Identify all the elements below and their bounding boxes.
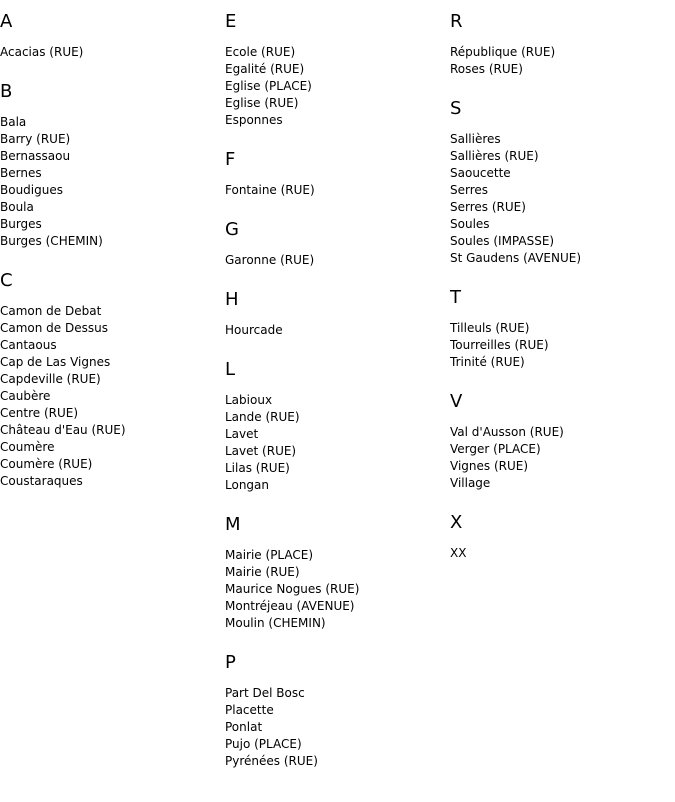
street-link[interactable]: Tourreilles (RUE) [450, 338, 549, 352]
street-link[interactable]: Montréjeau (AVENUE) [225, 599, 355, 613]
index-column-3 [450, 11, 665, 582]
section-letter-heading: G [225, 219, 239, 240]
street-link[interactable]: Cap de Las Vignes [0, 355, 111, 369]
street-list [225, 392, 440, 494]
street-link[interactable]: Saoucette [450, 166, 511, 180]
street-list [450, 44, 665, 78]
street-link[interactable]: Longan [225, 478, 269, 492]
street-link[interactable]: Château d'Eau (RUE) [0, 423, 126, 437]
street-link[interactable]: Soules [450, 217, 490, 231]
index-column-1 [0, 11, 215, 510]
section-letter-heading: P [225, 652, 236, 673]
street-link[interactable]: Centre (RUE) [0, 406, 79, 420]
letter-section-h [225, 289, 440, 339]
street-link[interactable]: Bala [0, 115, 27, 129]
street-link[interactable]: Esponnes [225, 113, 283, 127]
section-letter-heading: M [225, 514, 241, 535]
letter-section-f [225, 149, 440, 199]
street-link[interactable]: Bernassaou [0, 149, 71, 163]
letter-section-m [225, 514, 440, 632]
section-letter-heading: F [225, 149, 236, 170]
street-link[interactable]: Caubère [0, 389, 51, 403]
section-letter-heading: B [0, 81, 13, 102]
letter-section-l [225, 359, 440, 494]
street-link[interactable]: Trinité (RUE) [450, 355, 525, 369]
street-link[interactable]: Val d'Ausson (RUE) [450, 425, 564, 439]
street-link[interactable]: Labioux [225, 393, 273, 407]
street-link[interactable]: Verger (PLACE) [450, 442, 541, 456]
letter-section-a [0, 11, 215, 61]
street-link[interactable]: Ponlat [225, 720, 263, 734]
street-link[interactable]: Serres (RUE) [450, 200, 526, 214]
street-link[interactable]: XX [450, 546, 467, 560]
street-link[interactable]: Boula [0, 200, 34, 214]
street-link[interactable]: Lavet (RUE) [225, 444, 297, 458]
street-link[interactable]: Mairie (PLACE) [225, 548, 314, 562]
street-list [225, 44, 440, 129]
street-list [450, 320, 665, 371]
street-link[interactable]: Tilleuls (RUE) [450, 321, 530, 335]
letter-section-r [450, 11, 665, 78]
section-letter-heading: H [225, 289, 239, 310]
street-link[interactable]: Burges [0, 217, 42, 231]
street-list [450, 424, 665, 492]
street-link[interactable]: Ecole (RUE) [225, 45, 296, 59]
street-link[interactable]: Bernes [0, 166, 42, 180]
street-link[interactable]: Eglise (RUE) [225, 96, 299, 110]
street-list [450, 545, 665, 562]
street-link[interactable]: Lande (RUE) [225, 410, 300, 424]
street-link[interactable]: Camon de Debat [0, 304, 102, 318]
street-link[interactable]: Sallières (RUE) [450, 149, 539, 163]
street-link[interactable]: Burges (CHEMIN) [0, 234, 103, 248]
street-list [0, 303, 215, 490]
section-letter-heading: R [450, 11, 463, 32]
street-link[interactable]: St Gaudens (AVENUE) [450, 251, 582, 265]
street-link[interactable]: Hourcade [225, 323, 283, 337]
street-link[interactable]: Coumère [0, 440, 55, 454]
street-link[interactable]: Village [450, 476, 491, 490]
street-link[interactable]: Roses (RUE) [450, 62, 523, 76]
street-link[interactable]: Part Del Bosc [225, 686, 305, 700]
street-link[interactable]: Moulin (CHEMIN) [225, 616, 326, 630]
street-list [0, 114, 215, 250]
street-list [225, 685, 440, 770]
letter-section-s [450, 98, 665, 267]
street-link[interactable]: Vignes (RUE) [450, 459, 529, 473]
letter-section-e [225, 11, 440, 129]
street-link[interactable]: République (RUE) [450, 45, 556, 59]
street-link[interactable]: Capdeville (RUE) [0, 372, 101, 386]
street-link[interactable]: Eglise (PLACE) [225, 79, 312, 93]
street-link[interactable]: Soules (IMPASSE) [450, 234, 555, 248]
street-list [225, 322, 440, 339]
street-link[interactable]: Coustaraques [0, 474, 83, 488]
section-letter-heading: C [0, 270, 13, 291]
street-list [225, 252, 440, 269]
street-link[interactable]: Garonne (RUE) [225, 253, 315, 267]
street-link[interactable]: Lilas (RUE) [225, 461, 290, 475]
street-link[interactable]: Coumère (RUE) [0, 457, 93, 471]
street-link[interactable]: Barry (RUE) [0, 132, 71, 146]
section-letter-heading: A [0, 11, 13, 32]
letter-section-t [450, 287, 665, 371]
street-link[interactable]: Lavet [225, 427, 259, 441]
street-link[interactable]: Cantaous [0, 338, 57, 352]
street-link[interactable]: Egalité (RUE) [225, 62, 305, 76]
street-link[interactable]: Boudigues [0, 183, 63, 197]
street-link[interactable]: Fontaine (RUE) [225, 183, 315, 197]
street-list [225, 547, 440, 632]
letter-section-g [225, 219, 440, 269]
letter-section-p [225, 652, 440, 770]
letter-section-b [0, 81, 215, 250]
street-list [0, 44, 215, 61]
section-letter-heading: V [450, 391, 463, 412]
street-link[interactable]: Acacias (RUE) [0, 45, 84, 59]
section-letter-heading: X [450, 512, 463, 533]
section-letter-heading: T [450, 287, 461, 308]
letter-section-v [450, 391, 665, 492]
street-link[interactable]: Sallières [450, 132, 501, 146]
index-column-2 [225, 11, 440, 790]
street-list [225, 182, 440, 199]
street-link[interactable]: Pujo (PLACE) [225, 737, 302, 751]
street-link[interactable]: Maurice Nogues (RUE) [225, 582, 360, 596]
street-list [450, 131, 665, 267]
street-link[interactable]: Camon de Dessus [0, 321, 108, 335]
section-letter-heading: E [225, 11, 237, 32]
street-link[interactable]: Mairie (RUE) [225, 565, 300, 579]
street-link[interactable]: Placette [225, 703, 274, 717]
letter-section-x [450, 512, 665, 562]
street-link[interactable]: Serres [450, 183, 489, 197]
letter-section-c [0, 270, 215, 490]
street-link[interactable]: Pyrénées (RUE) [225, 754, 318, 768]
section-letter-heading: L [225, 359, 236, 380]
section-letter-heading: S [450, 98, 462, 119]
